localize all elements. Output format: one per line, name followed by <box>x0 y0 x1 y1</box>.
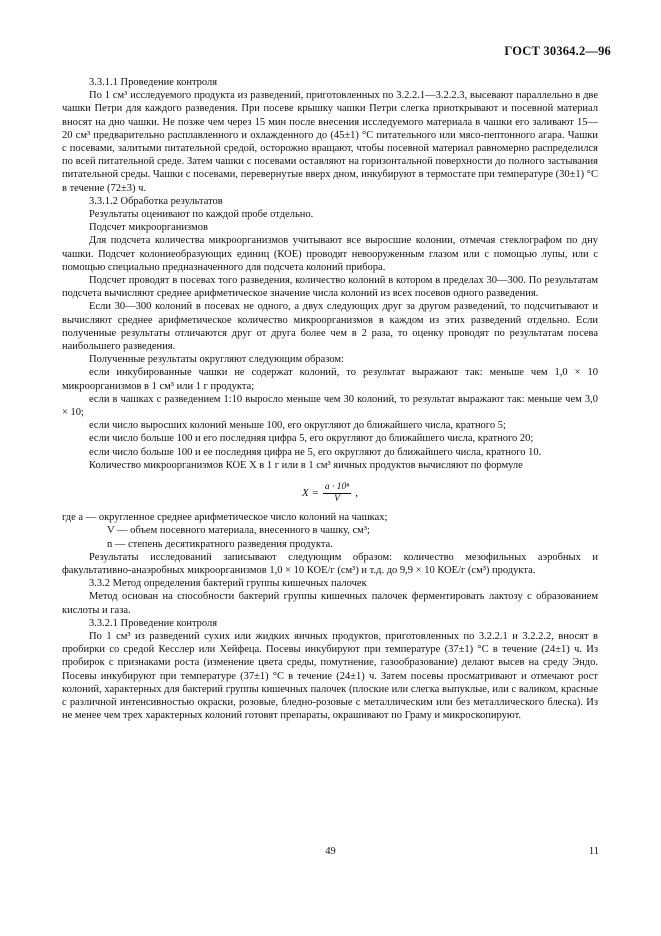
document-header: ГОСТ 30364.2—96 <box>504 44 611 58</box>
paragraph: Полученные результаты округляют следующим образом: <box>89 354 344 366</box>
document-body <box>62 76 598 722</box>
paragraph: По 1 см³ исследуемого продукта из разведений, приготовленных по 3.2.2.1—3.2.2.3, высевают параллельно в две чашки Петри для каждого разведения. При посеве крышку чашки Петри слегка приоткрывают и посевной материал вносят на дно чашки. Не позже чем через 15 мин после внесения исследуемого материала в чашки его заливают 15—20 см³ предварительно расплавленного и охлажденного до (45±1) °С питательного или мясо-пептонного агара. Чашки с посевами, залитыми питательной средой, осторожно вращают, чтобы посевной материал равномерно распределился по всей питательной среде. Затем чашки с посевами оставляют на горизонтальной поверхности до полного застывания питательной среды. Чашки с посевами, перевернутые вверх дном, инкубируют в термостате при температуре (30±1) °С в течение (72±3) ч. <box>62 90 598 194</box>
paragraph: V — объем посевного материала, внесенного в чашку, см³; <box>107 525 370 537</box>
paragraph: 3.3.1.1 Проведение контроля <box>89 77 218 88</box>
paragraph: Если 30—300 колоний в посевах не одного, а двух следующих друг за другом разведений, то подсчитывают и вычисляют среднее арифметическое количество микроорганизмов в каждом из этих разведений отдельно. Если полученные результаты отличаются друг от друга более чем в 2 раза, то оценку проводят по результатам посева наибольшего разведения. <box>62 301 598 353</box>
formula-numerator: a · 10ⁿ <box>324 482 350 493</box>
paragraph: Метод основан на способности бактерий группы кишечных палочек ферментировать лактозу с образованием кислоты и газа. <box>62 591 598 616</box>
formula-tail: , <box>355 486 359 499</box>
paragraph: если в чашках с разведением 1:10 выросло меньше чем 30 колоний, то результат выражают так: меньше чем 3,0 × 10; <box>62 393 598 419</box>
paragraph: 3.3.2.1 Проведение контроля <box>89 617 218 629</box>
paragraph: 3.3.1.2 Обработка результатов <box>89 195 223 207</box>
paragraph: Подсчет микроорганизмов <box>89 222 208 234</box>
text-section-2 <box>62 511 598 722</box>
paragraph: Результаты оценивают по каждой пробе отдельно. <box>89 209 314 221</box>
page-number-right: 11 <box>588 846 599 857</box>
paragraph: где a — округленное среднее арифметическое число колоний на чашках; <box>62 512 388 524</box>
paragraph: если число выросших колоний меньше 100, его округляют до ближайшего числа, кратного 5; <box>89 420 506 432</box>
paragraph: если инкубированные чашки не содержат колоний, то результат выражают так: меньше чем 1,0 × 10 микроорганизмов в 1 см³ или 1 г продукта; <box>62 367 598 392</box>
paragraph: если число больше 100 и его последняя цифра 5, его округляют до ближайшего числа, кратного 20; <box>89 433 534 445</box>
formula-fraction <box>323 482 351 505</box>
paragraph: 3.3.2 Метод определения бактерий группы кишечных палочек <box>89 578 367 590</box>
formula-lhs: X = <box>301 486 319 499</box>
paragraph: Количество микроорганизмов КОЕ X в 1 г или в 1 см³ яичных продуктов вычисляют по формуле <box>89 459 523 471</box>
page-number-center: 49 <box>325 846 336 857</box>
paragraph: Подсчет проводят в посевах того разведения, количество колоний в котором в пределах 30—300. По результатам подсчета вычисляют среднее арифметическое значение числа колоний из всех посевов одного разведения. <box>62 275 598 300</box>
formula-denominator: V <box>334 494 340 505</box>
paragraph: Для подсчета количества микроорганизмов учитывают все выросшие колонии, отмечая стеклографом по дну чашки. Подсчет колониеобразующих единиц (КОЕ) проводят невооруженным глазом или с помощью лупы, или с помощью специально предназначенного для подсчета колоний прибора. <box>62 235 598 273</box>
paragraph: По 1 см³ из разведений сухих или жидких яичных продуктов, приготовленных по 3.2.2.1 и 3.2.2.2, вносят в пробирки со средой Кесслер или Хейфеца. Посевы инкубируют при температуре (37±1) °С в течение (24±1) ч. Из пробирок с признаками роста (изменение цвета среды, помутнение, газообразование) делают высев на среду Эндо. Посевы инкубируют при температуре (37±1) °С в течение (24±1) ч. Затем посевы просматривают и отмечают рост колоний, характерных для бактерий группы кишечных палочек (плоские или слегка выпуклые, или с валиком, красные с различной интенсивностью окраски, розовые, бледно-розовые с металлическим или без металлического блеска). Из не менее чем трех характерных колоний готовят препараты, окрашивают по Граму и микроскопируют. <box>62 630 598 722</box>
formula <box>62 482 598 505</box>
paragraph: если число больше 100 и ее последняя цифра не 5, его округляют до ближайшего числа, кратного 10. <box>89 446 542 458</box>
paragraph: Результаты исследований записывают следующим образом: количество мезофильных аэробных и факультативно-анаэробных микроорганизмов 1,0 × 10 КОЕ/г (см³) и т.д. до 9,9 × 10 КОЕ/г (см³) продукта. <box>62 551 598 576</box>
paragraph: n — степень десятикратного разведения продукта. <box>107 538 333 550</box>
text-section-1 <box>62 76 598 472</box>
